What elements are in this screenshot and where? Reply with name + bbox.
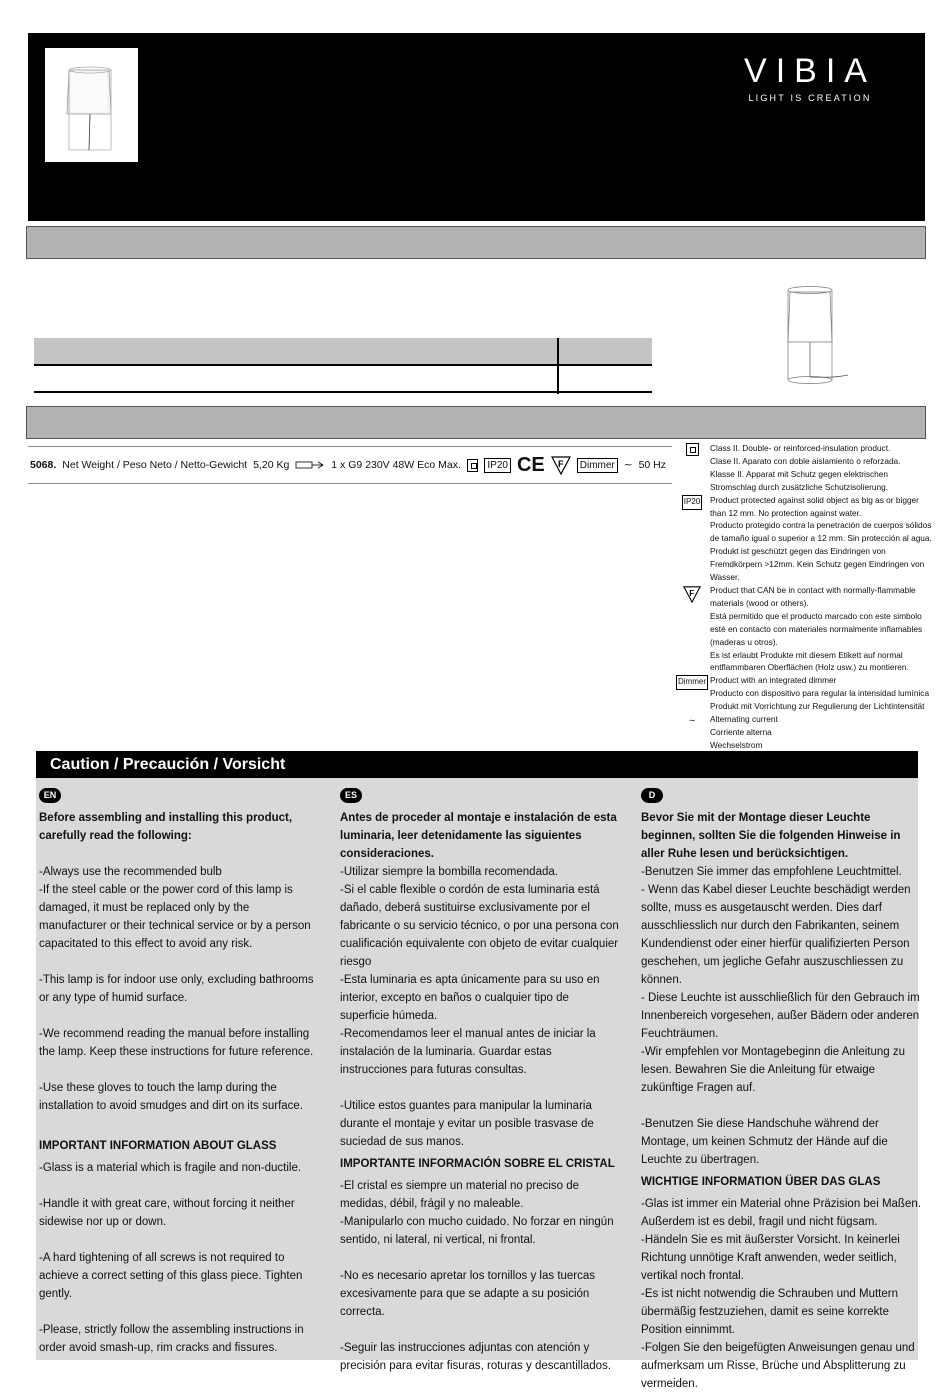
caution-item: -This lamp is for indoor use only, excluding bathrooms or any type of humid surface. <box>39 974 314 1004</box>
brand-logo <box>715 53 905 103</box>
caution-item: -Benutzen Sie immer das empfohlene Leuchtmittel. <box>641 866 902 878</box>
caution-body <box>36 778 921 1390</box>
bulb-icon <box>295 459 325 471</box>
intro-text: Bevor Sie mit der Montage dieser Leuchte beginnen, sollten Sie die folgenden Hinweise in aller Ruhe lesen und berücksichtigen. <box>641 812 901 860</box>
ce-mark-icon: CE <box>516 453 545 476</box>
lamp-sketch <box>780 282 852 386</box>
weight-value: 5,20 Kg <box>253 459 290 471</box>
weight-label: Net Weight / Peso Neto / Netto-Gewicht <box>62 459 248 471</box>
parts-table <box>34 338 652 394</box>
legend-f-mark <box>676 584 938 674</box>
caution-item: -We recommend reading the manual before installing the lamp. Keep these instructions for future reference. <box>39 1028 314 1058</box>
legend-text: (maderas u otros). <box>710 636 778 647</box>
caution-heading: Caution / Precaución / Vorsicht <box>36 751 918 778</box>
intro-text: Antes de proceder al montaje e instalación de esta luminaria, leer detenidamente las siguientes consideraciones. <box>340 812 617 860</box>
product-thumbnail <box>45 48 138 162</box>
legend-text: than 12 mm. No protection against water. <box>710 507 862 518</box>
glass-item: -Handle it with great care, without forcing it neither sidewise nor up or down. <box>39 1198 295 1228</box>
caution-item: - Wenn das Kabel dieser Leuchte beschädigt werden sollte, muss es ausgetauscht werden. Dies darf ausschliesslich nur durch den Fabrikanten, seinem Kundendienst oder einer hierfür qualifizierten Person geschehen, um jegliche Gefahr auszuschliessen zu können. <box>641 884 911 986</box>
legend-ip20 <box>676 494 938 584</box>
flag-de-icon: D <box>641 788 663 803</box>
f-mark-icon <box>551 455 571 475</box>
caution-item: -Utilice estos guantes para manipular la luminaria durante el montaje y evitar un posible trasvase de suciedad de sus manos. <box>340 1100 594 1148</box>
legend-text: Fremdkörpern >12mm. Kein Schutz gegen Eindringen von <box>710 559 925 570</box>
header-banner <box>28 33 925 221</box>
legend-text: Product with an integrated dimmer <box>710 675 837 686</box>
legend-text: Wasser. <box>710 572 740 583</box>
caution-item: -Use these gloves to touch the lamp during the installation to avoid smudges and dirt on its surface. <box>39 1082 304 1112</box>
class2-icon <box>686 443 699 456</box>
legend-text: esté en contacto con materiales normalmente inflamables <box>710 623 923 634</box>
legend-class2 <box>676 442 938 494</box>
f-mark-letter: F <box>689 588 695 598</box>
legend-text: Produkt ist geschützt gegen das Eindringen von <box>710 546 886 557</box>
legend-text: entflammbaren Oberflächen (Holz usw.) zu montieren. <box>710 662 909 673</box>
glass-heading: IMPORTANTE INFORMACIÓN SOBRE EL CRISTAL <box>340 1158 615 1170</box>
ac-icon: ∼ <box>688 715 696 726</box>
flag-en-icon: EN <box>39 788 61 803</box>
legend-text: de tamaño igual o superior a 12 mm. Sin protección al agua. <box>710 533 932 544</box>
legend-ac <box>676 713 938 752</box>
glass-item: -Manipularlo con mucho cuidado. No forzar en ningún sentido, ni lateral, ni vertical, ni frontal. <box>340 1216 614 1246</box>
legend-text: Alternating current <box>710 714 778 725</box>
glass-item: -Es ist nicht notwendig die Schrauben und Muttern übermäßig festzuziehen, damit es seine korrekte Position einnimmt. <box>641 1288 898 1336</box>
class2-icon <box>467 459 479 472</box>
legend-text: Stromschlag durch zusätzliche Schutzisolierung. <box>710 481 889 492</box>
product-code: 5068. <box>30 459 57 471</box>
ip-rating: IP20 <box>484 458 511 473</box>
legend-text: materials (wood or others). <box>710 597 809 608</box>
glass-item: -Folgen Sie den beigefügten Anweisungen genau und aufmerksam um Risse, Brüche und Absplitterung zu vermeiden. <box>641 1342 915 1390</box>
caution-item: -Recomendamos leer el manual antes de iniciar la instalación de la luminaria. Guardar estas instrucciones para futuras consultas. <box>340 1028 596 1076</box>
legend-dimmer <box>676 674 938 713</box>
logo-tagline: LIGHT IS CREATION <box>748 93 872 103</box>
spec-row <box>28 446 672 484</box>
caution-item: -Utilizar siempre la bombilla recomendada. <box>340 866 558 878</box>
parts-table-rule <box>34 391 652 393</box>
parts-table-rule <box>34 364 652 366</box>
f-mark-icon <box>683 585 701 603</box>
glass-heading: WICHTIGE INFORMATION ÜBER DAS GLAS <box>641 1176 881 1188</box>
legend-text: Product that CAN be in contact with normally-flammable <box>710 584 916 595</box>
legend-text: Klasse II. Apparat mit Schutz gegen elektrischen <box>710 468 889 479</box>
caution-column-es <box>340 786 620 1375</box>
legend-text: Product protected against solid object as big as or bigger <box>710 494 919 505</box>
ip-rating-icon: IP20 <box>682 495 702 510</box>
legend-text: Producto con dispositivo para regular la intensidad lumínica <box>710 688 930 699</box>
legend-text: Está permitido que el producto marcado con este simbolo <box>710 610 922 621</box>
parts-table-header <box>34 338 652 365</box>
caution-item: -If the steel cable or the power cord of this lamp is damaged, it must be replaced only by the manufacturer or their technical service or by a person capacitated to this effect to avoid any risk. <box>39 884 311 950</box>
caution-item: -Si el cable flexible o cordón de esta luminaria está dañado, deberá sustituirse exclusivamente por el fabricante o su servicio técnico, o por una persona con cualificación equivalente con objeto de evitar cualquier riesgo <box>340 884 619 968</box>
dimmer-badge: Dimmer <box>577 458 618 473</box>
section-bar-spec <box>26 406 926 439</box>
frequency: 50 Hz <box>638 459 666 471</box>
legend-text: Wechselstrom <box>710 739 763 750</box>
logo-text: VIBIA <box>744 52 876 90</box>
flag-es-icon: ES <box>340 788 362 803</box>
caution-item: -Always use the recommended bulb <box>39 866 222 878</box>
caution-item: - Diese Leuchte ist ausschließlich für den Gebrauch im Innenbereich vorgesehen, außer Bädern oder anderen Feuchträumen. <box>641 992 920 1040</box>
ac-icon: ∼ <box>623 459 633 471</box>
f-mark-letter: F <box>557 459 564 469</box>
caution-column-de <box>641 786 921 1393</box>
legend-text: Producto protegido contra la penetración de cuerpos sólidos <box>710 520 932 531</box>
legend-text: Corriente alterna <box>710 726 772 737</box>
glass-item: -Glas ist immer ein Material ohne Präzision bei Maßen. Außerdem ist es debil, fragil und nicht fügsam. <box>641 1198 921 1228</box>
glass-item: -Seguir las instrucciones adjuntas con atención y precisión para evitar fisuras, roturas y descantillados. <box>340 1342 612 1372</box>
bulb-spec: 1 x G9 230V 48W Eco Max. <box>331 459 461 471</box>
legend-text: Produkt mit Vorrichtung zur Regulierung der Lichtintensität <box>710 701 925 712</box>
glass-item: -Händeln Sie es mit äußerster Vorsicht. In keinerlei Richtung unnötige Kraft anwenden, weder seitlich, vertikal noch frontal. <box>641 1234 900 1282</box>
glass-item: -A hard tightening of all screws is not required to achieve a correct setting of this glass piece. Tighten gently. <box>39 1252 303 1300</box>
legend-text: Clase II. Aparato con doble aislamiento o reforzada. <box>710 455 901 466</box>
caution-item: -Esta luminaria es apta únicamente para su uso en interior, excepto en baños o cualquier tipo de superficie húmeda. <box>340 974 600 1022</box>
glass-item: -No es necesario apretar los tornillos y las tuercas excesivamente para que se adapte a su posición correcta. <box>340 1270 596 1318</box>
glass-item: -Glass is a material which is fragile and non-ductile. <box>39 1162 302 1174</box>
symbol-legend <box>676 442 938 752</box>
dimmer-icon: Dimmer <box>676 675 708 690</box>
glass-item: -Please, strictly follow the assembling instructions in order avoid smash-up, rim cracks and fissures. <box>39 1324 304 1354</box>
caution-item: -Wir empfehlen vor Montagebeginn die Anleitung zu lesen. Bewahren Sie die Anleitung für etwaige zukünftige Fragen auf. <box>641 1046 906 1094</box>
caution-column-en <box>39 786 319 1357</box>
section-bar-top <box>26 226 926 259</box>
intro-text: Before assembling and installing this product, carefully read the following: <box>39 812 293 842</box>
legend-text: Es ist erlaubt Produkte mit diesem Etikett auf normal <box>710 649 903 660</box>
caution-item: -Benutzen Sie diese Handschuhe während der Montage, um keinen Schmutz der Hände auf die Leuchte zu übertragen. <box>641 1118 888 1166</box>
parts-table-divider <box>557 338 559 394</box>
glass-heading: IMPORTANT INFORMATION ABOUT GLASS <box>39 1140 277 1152</box>
glass-item: -El cristal es siempre un material no preciso de medidas, débil, frágil y no maleable. <box>340 1180 580 1210</box>
legend-text: Class II. Double- or reinforced-insulation product. <box>710 443 891 453</box>
